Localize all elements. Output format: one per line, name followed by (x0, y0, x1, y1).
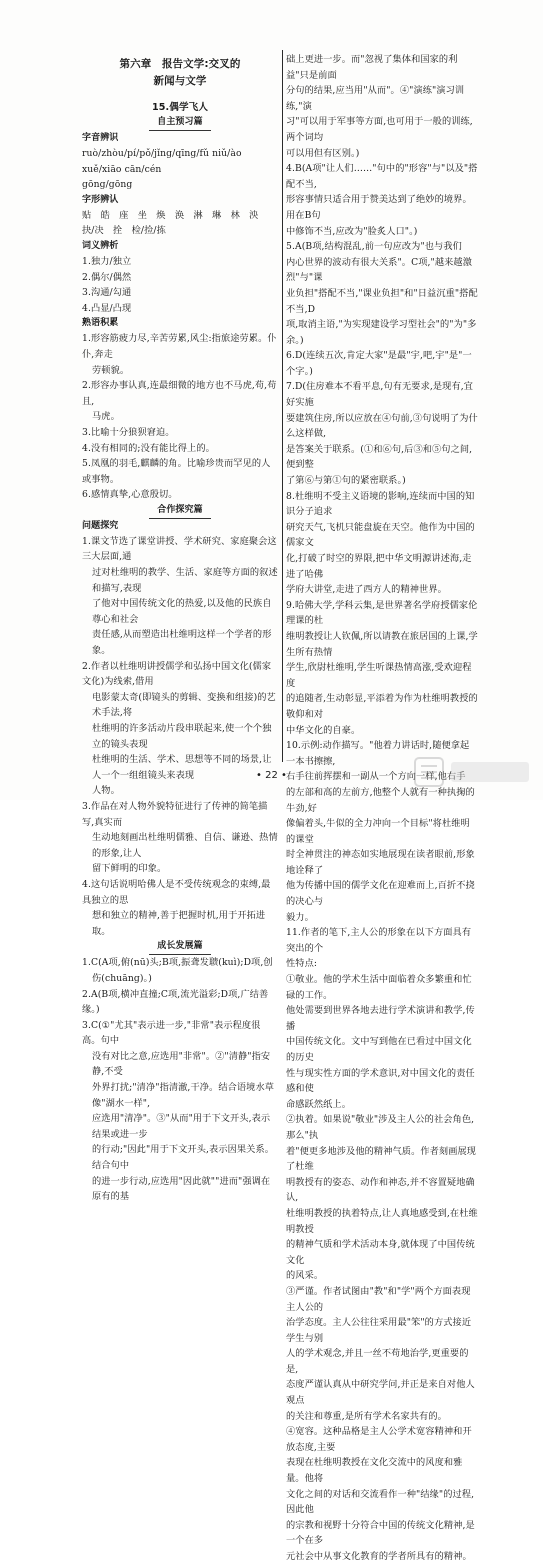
right-line: 化,打破了时空的界限,把中华文明源讲述海,走进了哈佛 (286, 553, 472, 580)
right-line: 础上更进一步。而"忽视了集体和国家的利益"只是前面 (286, 54, 458, 81)
right-line: 10.示例:动作描写。"他着力讲话时,随便拿起一本书擦擦, (286, 740, 470, 767)
column-divider (282, 50, 283, 762)
extend-line: 2.A(B项,横冲直撞;C项,流光溢彩;D项,广结善缘。) (82, 988, 269, 1016)
right-column (286, 52, 478, 1565)
idiom-heading: 熟语积累 (82, 318, 119, 329)
right-line: 的追随者,生动彰显,平添着为作为杜维明教授的敬仰和对 (286, 693, 478, 720)
chapter-title-line2: 新闻与文学 (153, 75, 207, 87)
left-column (82, 52, 278, 1205)
explore-line: 1.课文节选了课堂讲授、学术研究、家庭聚会这三大层面,通 (82, 535, 277, 563)
preview-heading-text: 自主预习篇 (149, 115, 211, 131)
right-line: 的关注和尊重,是所有学术名家共有的。 (286, 1410, 447, 1422)
right-line: 维明教授让人钦佩,所以请教在旅居国的上课,学生所有热情 (286, 630, 478, 658)
explore-line: 杜维明的生活、学术、思想等不同的场景,让人一个一组组镜头来表现 (92, 754, 272, 781)
right-line: ③严谨。作者试图由"教"和"学"两个方面表现主人公的 (286, 1285, 471, 1313)
explore-line: 想和独立的精神,善于把握时机,用于开拓进取。 (92, 910, 266, 937)
pinyin-line-1: ruò/zhòu/pí/pǒ/jǐng/qīng/fǔ niǔ/ào xuě/xiāo cān/cén (82, 148, 242, 175)
idiom-line: 5.凤凰的羽毛,麒麟的角。比喻珍贵而罕见的人或事物。 (82, 458, 271, 485)
right-line: 可以用但有区别。) (286, 147, 360, 159)
right-line: 中修饰不当,应改为"脸炙人口"。) (286, 225, 418, 237)
right-line: 时全神贯注的神态如实地展现在读者眼前,形象地诠释了 (286, 849, 475, 876)
preview-heading (82, 115, 278, 131)
explore-line: 留下鲜明的印象。 (92, 863, 167, 875)
right-line: 文化之间的对话和交流看作一种"结缘"的过程,因此他 (286, 1488, 475, 1516)
extend-heading-text: 成长发展篇 (149, 939, 211, 955)
right-line: 11.作者的笔下,主人公的形象在以下方面具有突出的个 (286, 927, 472, 954)
right-line: 业负担"搭配不当,"课业负担"和"日益沉重"搭配不当,D (286, 287, 478, 315)
right-line: ②执着。如果说"敬业"涉及主人公的社会角色,那么"执 (286, 1114, 475, 1141)
explore-line: 2.作者以杜维明讲授儒学和弘扬中国文化(儒家文化)为线索,借用 (82, 660, 272, 688)
explore-line: 电影蒙太奇(即镜头的剪辑、变换和组接)的艺术手法,将 (92, 691, 276, 719)
idiom-line: 马虎。 (92, 411, 120, 423)
right-line: 性与现实性方面的学术意识,对中国文化的责任感和使 (286, 1067, 475, 1095)
page-number: • 22 • (256, 770, 287, 781)
extend-line: 伤(chuāng)。) (92, 972, 152, 984)
right-line: 9.哈佛大学,学科云集,是世界著名学府授儒家伦理课的杜 (286, 599, 478, 627)
word-item: 2.偶尔/偶然 (82, 271, 132, 283)
chapter-title (82, 56, 278, 90)
idiom-line: 6.感情真挚,心意殷切。 (82, 489, 178, 501)
right-line: 是答案关于联系。(①和⑥句,后③和⑤句之间,便到整 (286, 443, 473, 471)
explore-line: 4.这句话说明哈佛人是不受传统观念的束缚,最具独立的思 (82, 878, 271, 906)
right-line: 形容事情只适合用于赞美达到了绝妙的境界。用在B句 (286, 194, 472, 221)
right-line: 4.B(A项"让人们……"句中的"形容"与"以及"搭配不当, (286, 163, 478, 190)
coop-heading (82, 503, 278, 519)
word-heading: 词义辨析 (82, 240, 119, 251)
idiom-line: 1.形容筋疲力尽,辛苦劳累,风尘:指旅途劳累。仆仆,奔走 (82, 333, 277, 360)
idiom-line: 3.比喻十分狼狈窘迫。 (82, 426, 175, 438)
right-line: 毅力。 (286, 911, 314, 923)
extend-line: 3.C(①"尤其"表示进一步,"非常"表示程度很高。句中 (82, 1019, 261, 1047)
lesson-title: 15.偶学飞人 (151, 102, 209, 113)
idiom-line: 劳顿貌。 (92, 364, 130, 376)
right-line: 的风采。 (286, 1270, 324, 1282)
glyph-line: 贴 皓 座 坐 焕 涣 淋 琳 林 泱 抉/决 拴 检/捡/拣 (82, 209, 268, 237)
right-line: 明教授有的姿态、动作和神态,并不容置疑地确认, (286, 1176, 475, 1204)
word-item: 3.沟通/勾通 (82, 287, 132, 299)
right-line: 学生,欣尉杜维明,学生听课热情高涨,受欢迎程度 (286, 662, 472, 689)
pinyin-heading: 字音辨识 (82, 133, 119, 143)
right-line: 要建筑住房,所以应放在④句前,③句说明了为什么这样做, (286, 412, 478, 440)
explore-line: 生动地刻画出杜维明儒雅、自信、谦逊、热情的形象,让人 (92, 832, 278, 859)
right-line: 他为传播中国的儒学文化在迎难而上,百折不挠的决心与 (286, 880, 475, 908)
extend-line: 没有对比之意,应选用"非常"。②"清静"指安静,不受 (92, 1050, 271, 1078)
extend-line: 的进一步行动,应选用"因此就""进而"强调在原有的基 (92, 1175, 271, 1203)
word-item: 4.凸显/凸现 (82, 302, 132, 314)
right-line: 着"便更多地涉及他的精神气质。作者刻画展现了杜维 (286, 1145, 477, 1173)
right-line: 他处需要到世界各地去进行学术演讲和教学,传播 (286, 1005, 475, 1032)
chapter-title-line1: 第六章 报告文学:交叉的 (119, 58, 241, 70)
right-line: 人的学术观念,并且一丝不苟地治学,更重要的是, (286, 1348, 469, 1375)
word-item: 1.独力/独立 (82, 255, 132, 267)
right-line: 右手往前挥摆和一副从一个方向一样,他右手 (286, 771, 466, 783)
right-line: 7.D(住房难本不看平息,句有无要求,是现有,宜好实施 (286, 381, 474, 409)
right-line: 的宗教和视野十分符合中国的传统文化精神,是一个在多 (286, 1519, 475, 1547)
right-line: ④宽容。这种品格是主人公学术宽容精神和开放态度,主要 (286, 1426, 472, 1453)
explore-line: 3.作品在对人物外貌特征进行了传神的简笔描写,真实而 (82, 800, 268, 828)
explore-line: 人物。 (92, 785, 120, 797)
extend-line: 的行动;"因此"用于下文开头,表示因果关系。结合句中 (92, 1144, 275, 1172)
explore-heading: 问题探究 (82, 520, 119, 531)
coop-heading-text: 合作探究篇 (149, 503, 211, 519)
right-line: 6.D(连续五次,肯定大家"是最"宇,吧,宇"是"一个字。) (286, 350, 472, 377)
right-line: 内心世界的波动有很大关系"。C项,"越来越激烈"与"课 (286, 256, 472, 284)
right-line: 元社会中从事文化教育的学者所具有的精神。 (286, 1551, 472, 1562)
right-line: 5.A(B项,结构混乱,前一句应改为"也与我们 (286, 241, 462, 253)
right-line: 态度严谨认真从中研究学问,并正是来自对他人观点 (286, 1379, 475, 1407)
right-line: 习"可以用于军事等方面,也可用于一般的训练,两个词均 (286, 116, 473, 143)
extend-line: 应选用"清净"。③"从而"用于下文开头,表示结果或进一步 (92, 1113, 271, 1140)
right-line: 治学态度。主人公往往采用最"笨"的方式接近学生与别 (286, 1317, 472, 1344)
right-line: 性特点: (286, 958, 318, 970)
right-line: 的左部和高的左前方,他整个人就有一种执掬的牛劲,好 (286, 786, 475, 814)
right-line: 项,取消主语,"为实现建设学习型社会"的"为"多余。) (286, 319, 477, 346)
explore-line: 过对杜维明的教学、生活、家庭等方面的叙述和描写,表现 (92, 567, 278, 594)
explore-line: 了他对中国传统文化的热爱,以及他的民族自尊心和社会 (92, 598, 272, 625)
right-line: 的精神气质和学术活动本身,就体现了中国传统文化 (286, 1239, 475, 1266)
right-line: 杜维明教授的执着特点,让人真地感受到,在杜维明教授 (286, 1207, 478, 1235)
right-line: 中国传统文化。文中写到他在已看过中国文化的历史 (286, 1036, 472, 1063)
idiom-line: 2.形容办事认真,连最细微的地方也不马虎,苟,苟且, (82, 380, 277, 407)
explore-line: 责任感,从而塑造出杜维明这样一个学者的形象。 (92, 629, 272, 657)
explore-line: 杜维明的许多活动片段串联起来,使一个个独立的镜头表现 (92, 723, 272, 750)
idiom-line: 4.没有相同的;没有能比得上的。 (82, 442, 215, 454)
right-line: 分句的结果,应当用"从而"。④"演练"演习训练,"演 (286, 85, 465, 112)
right-line: ①敬业。他的学术生活中面临着众多繁重和忙碌的工作。 (286, 974, 472, 1001)
right-line: 学府大讲堂,走进了西方人的精神世界。 (286, 584, 447, 596)
pinyin-line-2: gōng/gōng (82, 179, 133, 191)
right-line: 了第⑥与第①句的紧密联系。) (286, 475, 406, 487)
right-line: 像偏着头,牛似的全力冲向一个目标"将杜维明的课堂 (286, 818, 470, 845)
right-line: 研究天气,飞机只能盘旋在天空。他作为中国的儒家文 (286, 521, 475, 549)
extend-line: 1.C(A项,俯(nū)头;B项,振聋发聩(kuì);D项,创 (82, 957, 273, 969)
right-line: 中华文化的自豪。 (286, 724, 361, 736)
right-line: 8.杜维明不受主义语境的影响,连续而中国的知识分子追求 (286, 490, 475, 518)
right-line: 命感跃然纸上。 (286, 1098, 352, 1110)
extend-line: 外界打扰;"清净"指清澈,干净。结合语境水草像"湖水一样", (92, 1082, 275, 1109)
right-line: 表现在杜维明教授在文化交流中的风度和雅量。他将 (286, 1457, 463, 1485)
glyph-heading: 字形辨认 (82, 194, 119, 205)
extend-heading (82, 939, 278, 955)
watermark-logo (413, 752, 533, 792)
